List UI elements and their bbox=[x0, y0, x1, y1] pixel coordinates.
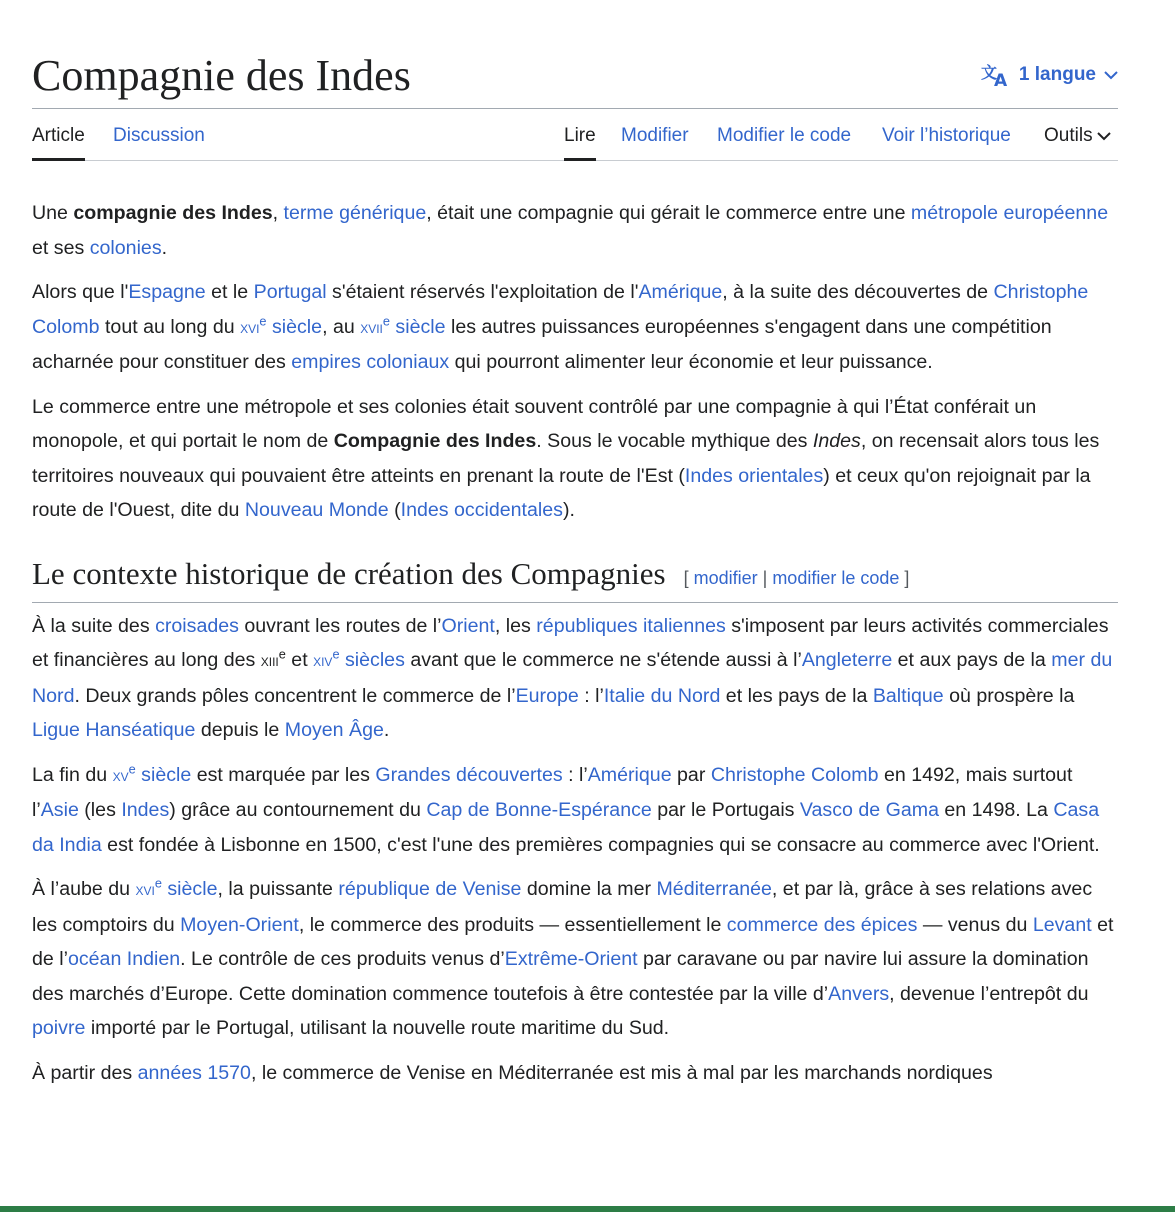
svg-text:A: A bbox=[993, 71, 1008, 88]
tab-history[interactable]: Voir l’historique bbox=[882, 125, 1011, 146]
tab-discussion[interactable]: Discussion bbox=[113, 125, 205, 146]
link[interactable]: croisades bbox=[155, 614, 239, 637]
text: , bbox=[272, 202, 284, 224]
link-text: siècles bbox=[339, 649, 405, 671]
bracket: ] bbox=[899, 567, 910, 588]
text: Le commerce entre une métropole et ses colonies était souvent contrôlé par une compagnie à qui l’État conférait un monopole, et qui portait le nom de bbox=[32, 395, 1037, 452]
paragraph bbox=[32, 758, 1118, 863]
separator: | bbox=[757, 567, 773, 588]
section-edit-links bbox=[684, 568, 910, 588]
link[interactable]: poivre bbox=[32, 1017, 86, 1039]
text: , le commerce des produits — essentiellement le bbox=[298, 913, 727, 936]
link[interactable]: Asie bbox=[40, 799, 79, 821]
text: et aux pays de la bbox=[892, 649, 1052, 671]
link[interactable]: Indes bbox=[121, 799, 170, 821]
text: en 1492, mais surtout l’ bbox=[32, 763, 1073, 821]
link[interactable]: Amérique bbox=[587, 763, 672, 786]
link[interactable]: terme générique bbox=[283, 202, 427, 224]
text: : l’ bbox=[578, 684, 604, 707]
text: ouvrant les routes de l’ bbox=[238, 614, 442, 637]
text: en 1498. La bbox=[938, 799, 1054, 821]
link[interactable]: colonies bbox=[89, 236, 162, 259]
link-text: siècle bbox=[389, 315, 446, 338]
text: À l’aube du bbox=[32, 878, 136, 900]
superscript: e bbox=[278, 646, 286, 662]
superscript: e bbox=[128, 760, 136, 776]
text: , était une compagnie qui gérait le commerce entre une bbox=[426, 202, 911, 224]
page-title: Compagnie des Indes bbox=[32, 51, 411, 100]
text: et bbox=[285, 649, 314, 671]
text: et ses bbox=[32, 236, 90, 259]
tab-read[interactable]: Lire bbox=[564, 124, 596, 161]
century-link[interactable] bbox=[112, 760, 192, 786]
article-content bbox=[32, 196, 1118, 1100]
tab-article[interactable]: Article bbox=[32, 124, 85, 161]
taskbar-strip bbox=[0, 1206, 1175, 1212]
link[interactable]: Amérique bbox=[638, 281, 723, 303]
link[interactable]: mer du Nord bbox=[32, 649, 1113, 707]
section-title: Le contexte historique de création des Compagnies bbox=[32, 555, 666, 591]
section-heading bbox=[32, 554, 1118, 603]
text: À partir des bbox=[32, 1061, 138, 1084]
tab-edit-code[interactable]: Modifier le code bbox=[717, 125, 852, 146]
text: ( bbox=[388, 499, 401, 521]
superscript: e bbox=[154, 875, 162, 891]
century-link[interactable] bbox=[240, 312, 323, 338]
text: . Sous le vocable mythique des bbox=[536, 430, 813, 452]
text: , et par là, grâce à ses relations avec les comptoirs du bbox=[32, 878, 1093, 936]
link[interactable]: Nouveau Monde bbox=[244, 499, 389, 521]
text: et de l’ bbox=[32, 913, 1114, 970]
paragraph bbox=[32, 390, 1118, 528]
text: importé par le Portugal, utilisant la nouvelle route maritime du Sud. bbox=[85, 1017, 670, 1039]
text: : l’ bbox=[562, 763, 588, 786]
link[interactable]: Méditerranée bbox=[656, 878, 772, 900]
link[interactable]: Anvers bbox=[828, 982, 890, 1005]
link[interactable]: Ligue Hanséatique bbox=[32, 719, 196, 741]
language-selector[interactable] bbox=[981, 62, 1118, 88]
text: et le bbox=[205, 281, 254, 303]
text: . Deux grands pôles concentrent le commerce de l’ bbox=[74, 684, 516, 707]
superscript: e bbox=[382, 312, 390, 328]
page-header bbox=[32, 48, 1118, 109]
roman-numeral: xiii bbox=[260, 651, 279, 670]
link[interactable]: Vasco de Gama bbox=[799, 799, 939, 821]
text: , on recensait alors tous les territoires nouveaux qui pouvaient être atteints en prenant la route de l'Est ( bbox=[32, 430, 1100, 487]
text: Alors que l' bbox=[32, 281, 129, 303]
text: ) grâce au contournement du bbox=[169, 799, 427, 821]
century-link[interactable] bbox=[313, 646, 405, 671]
link[interactable]: Angleterre bbox=[801, 649, 893, 671]
superscript: e bbox=[259, 312, 267, 328]
link[interactable]: Baltique bbox=[872, 684, 944, 707]
link[interactable]: Christophe Colomb bbox=[32, 281, 1089, 338]
text: , au bbox=[322, 315, 361, 338]
page-tabs bbox=[32, 110, 1118, 161]
translate-icon bbox=[981, 62, 1011, 88]
chevron-down-icon bbox=[1097, 131, 1111, 141]
link-text: siècle bbox=[161, 878, 218, 900]
link[interactable]: Europe bbox=[515, 684, 579, 707]
text: Une bbox=[32, 202, 74, 224]
text: , à la suite des découvertes de bbox=[722, 281, 994, 303]
text: est fondée à Lisbonne en 1500, c'est l'une des premières compagnies qui se consacre au commerce avec l'Orient. bbox=[101, 833, 1100, 856]
link[interactable]: Orient bbox=[441, 614, 495, 637]
link[interactable]: Christophe Colomb bbox=[710, 763, 879, 786]
link[interactable]: Casa da India bbox=[32, 799, 1100, 856]
text: par le Portugais bbox=[651, 799, 800, 821]
chevron-down-icon bbox=[1104, 70, 1118, 80]
text: tout au long du bbox=[99, 315, 241, 338]
paragraph bbox=[32, 872, 1118, 1046]
text: La fin du bbox=[32, 763, 113, 786]
tools-label: Outils bbox=[1044, 125, 1093, 146]
section-edit-link[interactable]: modifier bbox=[693, 567, 758, 588]
paragraph bbox=[32, 275, 1118, 380]
text: par bbox=[671, 763, 711, 786]
paragraph bbox=[32, 1056, 1118, 1091]
link[interactable]: Grandes découvertes bbox=[375, 763, 563, 786]
link[interactable]: empires coloniaux bbox=[291, 351, 450, 373]
link-text: siècle bbox=[135, 763, 192, 786]
link[interactable]: républiques italiennes bbox=[536, 614, 726, 637]
text: qui pourront alimenter leur économie et leur puissance. bbox=[449, 351, 933, 373]
bold-term: Compagnie des Indes bbox=[333, 430, 537, 452]
text: . bbox=[383, 719, 390, 741]
paragraph bbox=[32, 609, 1118, 748]
roman-numeral: xiv bbox=[313, 651, 333, 670]
bold-term: compagnie des Indes bbox=[73, 202, 273, 224]
roman-numeral: xvi bbox=[240, 317, 260, 337]
svg-text:文: 文 bbox=[980, 63, 997, 82]
link[interactable]: Indes orientales bbox=[684, 464, 824, 487]
link[interactable]: Italie du Nord bbox=[603, 684, 721, 707]
text: (les bbox=[78, 799, 122, 821]
text: , les bbox=[494, 614, 537, 637]
text: les autres puissances européennes s'engagent dans une compétition acharnée pour constituer des bbox=[32, 315, 1052, 373]
link[interactable]: métropole européenne bbox=[910, 202, 1109, 224]
link[interactable]: Moyen-Orient bbox=[180, 913, 299, 936]
language-label: 1 langue bbox=[1018, 64, 1096, 85]
text: , le commerce de Venise en Méditerranée est mis à mal par les marchands nordiques bbox=[250, 1061, 993, 1084]
link[interactable]: Cap de Bonne-Espérance bbox=[426, 799, 652, 821]
text: , la puissante bbox=[217, 878, 339, 900]
text: s'imposent par leurs activités commerciales et financières au long des bbox=[32, 614, 1109, 671]
link[interactable]: Indes occidentales bbox=[400, 499, 563, 521]
text: . bbox=[161, 236, 168, 259]
century-link[interactable] bbox=[135, 875, 218, 900]
link[interactable]: république de Venise bbox=[338, 878, 522, 900]
roman-numeral: xv bbox=[112, 765, 129, 785]
text: et les pays de la bbox=[720, 684, 873, 707]
link[interactable]: Extrême-Orient bbox=[504, 948, 638, 970]
text: s'étaient réservés l'exploitation de l' bbox=[326, 281, 639, 303]
link[interactable]: Moyen Âge bbox=[284, 719, 384, 741]
text: domine la mer bbox=[521, 878, 657, 900]
text: . Le contrôle de ces produits venus d’ bbox=[180, 948, 505, 970]
italic-term: Indes bbox=[812, 430, 861, 452]
text: depuis le bbox=[195, 719, 285, 741]
text: où prospère la bbox=[943, 684, 1075, 707]
text: ). bbox=[562, 499, 575, 521]
text: , devenue l’entrepôt du bbox=[889, 982, 1089, 1005]
link[interactable]: années 1570 bbox=[137, 1061, 251, 1084]
text: par caravane ou par navire lui assure la domination des marchés d’Europe. Cette domination commence toutefois à être contestée par la ville d’ bbox=[32, 948, 1089, 1005]
text: À la suite des bbox=[32, 614, 156, 637]
link[interactable]: Levant bbox=[1032, 913, 1092, 936]
text: ) et ceux qu'on rejoignait par la route de l'Ouest, dite du bbox=[32, 464, 1091, 521]
roman-numeral: xvii bbox=[360, 317, 383, 337]
paragraph-intro bbox=[32, 196, 1118, 265]
text: avant que le commerce ne s'étende aussi à l’ bbox=[404, 649, 802, 671]
text: — venus du bbox=[917, 913, 1033, 936]
link[interactable]: commerce des épices bbox=[726, 913, 918, 936]
link-text: siècle bbox=[266, 315, 323, 338]
tab-edit[interactable]: Modifier bbox=[621, 125, 689, 146]
bracket: [ bbox=[683, 567, 694, 588]
tools-menu[interactable] bbox=[1044, 124, 1111, 158]
century-link[interactable] bbox=[360, 312, 446, 338]
link[interactable]: Portugal bbox=[253, 281, 327, 303]
text: est marquée par les bbox=[191, 763, 376, 786]
roman-numeral: xvi bbox=[135, 880, 155, 899]
link[interactable]: Espagne bbox=[128, 281, 206, 303]
section-edit-code-link[interactable]: modifier le code bbox=[772, 567, 900, 588]
superscript: e bbox=[332, 646, 340, 662]
link[interactable]: océan Indien bbox=[67, 948, 181, 970]
